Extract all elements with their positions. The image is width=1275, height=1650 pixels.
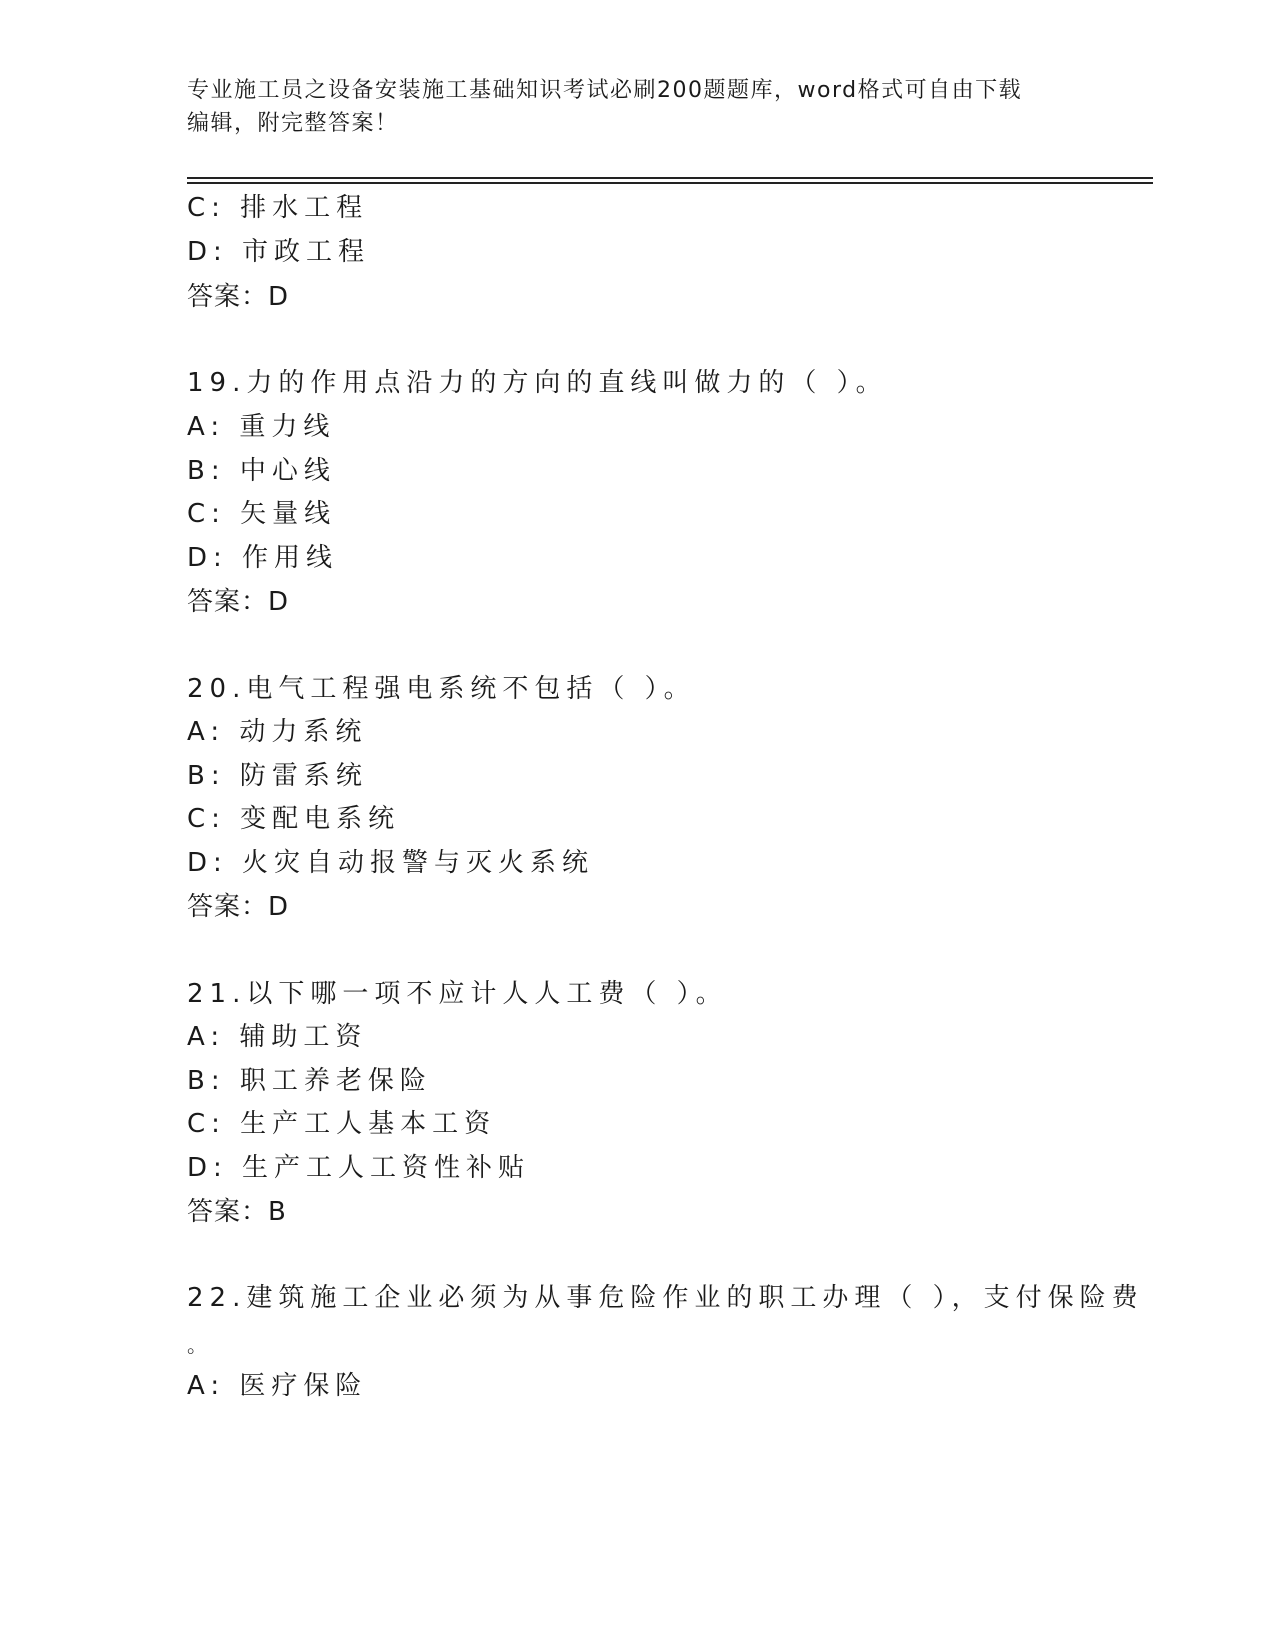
- header-line-1: 专业施工员之设备安装施工基础知识考试必刷200题题库，word格式可自由下载: [187, 78, 1023, 103]
- q22-question-end: 。: [187, 1333, 207, 1357]
- q20-answer: 答案：D: [187, 892, 290, 922]
- q22-question: 22.建筑施工企业必须为从事危险作业的职工办理（ ），支付保险费: [187, 1283, 1144, 1313]
- q18-option-c: C: 排水工程: [187, 193, 369, 223]
- header-divider-bottom: [187, 182, 1153, 184]
- q18-answer: 答案：D: [187, 282, 290, 312]
- q19-answer: 答案：D: [187, 587, 290, 617]
- q20-option-d: D: 火灾自动报警与灭火系统: [187, 848, 595, 878]
- q21-option-b: B: 职工养老保险: [187, 1066, 432, 1096]
- q21-answer: 答案：B: [187, 1197, 287, 1227]
- q19-option-c: C: 矢量线: [187, 499, 337, 529]
- q19-option-d: D: 作用线: [187, 543, 339, 573]
- q20-option-b: B: 防雷系统: [187, 761, 368, 791]
- q21-option-a: A: 辅助工资: [187, 1022, 368, 1052]
- q22-option-a: A: 医疗保险: [187, 1371, 368, 1401]
- q19-option-b: B: 中心线: [187, 456, 336, 486]
- q21-option-c: C: 生产工人基本工资: [187, 1109, 497, 1139]
- q21-option-d: D: 生产工人工资性补贴: [187, 1153, 531, 1183]
- header-divider-top: [187, 177, 1153, 179]
- q21-question: 21.以下哪一项不应计人人工费（ ）。: [187, 979, 728, 1009]
- document-header: [187, 74, 1087, 140]
- q20-option-a: A: 动力系统: [187, 717, 368, 747]
- q20-question: 20.电气工程强电系统不包括（ ）。: [187, 674, 696, 704]
- header-line-2: 编辑，附完整答案！: [187, 111, 399, 136]
- q19-question: 19.力的作用点沿力的方向的直线叫做力的（ ）。: [187, 368, 888, 398]
- q19-option-a: A: 重力线: [187, 412, 336, 442]
- q18-option-d: D: 市政工程: [187, 237, 371, 267]
- q20-option-c: C: 变配电系统: [187, 804, 401, 834]
